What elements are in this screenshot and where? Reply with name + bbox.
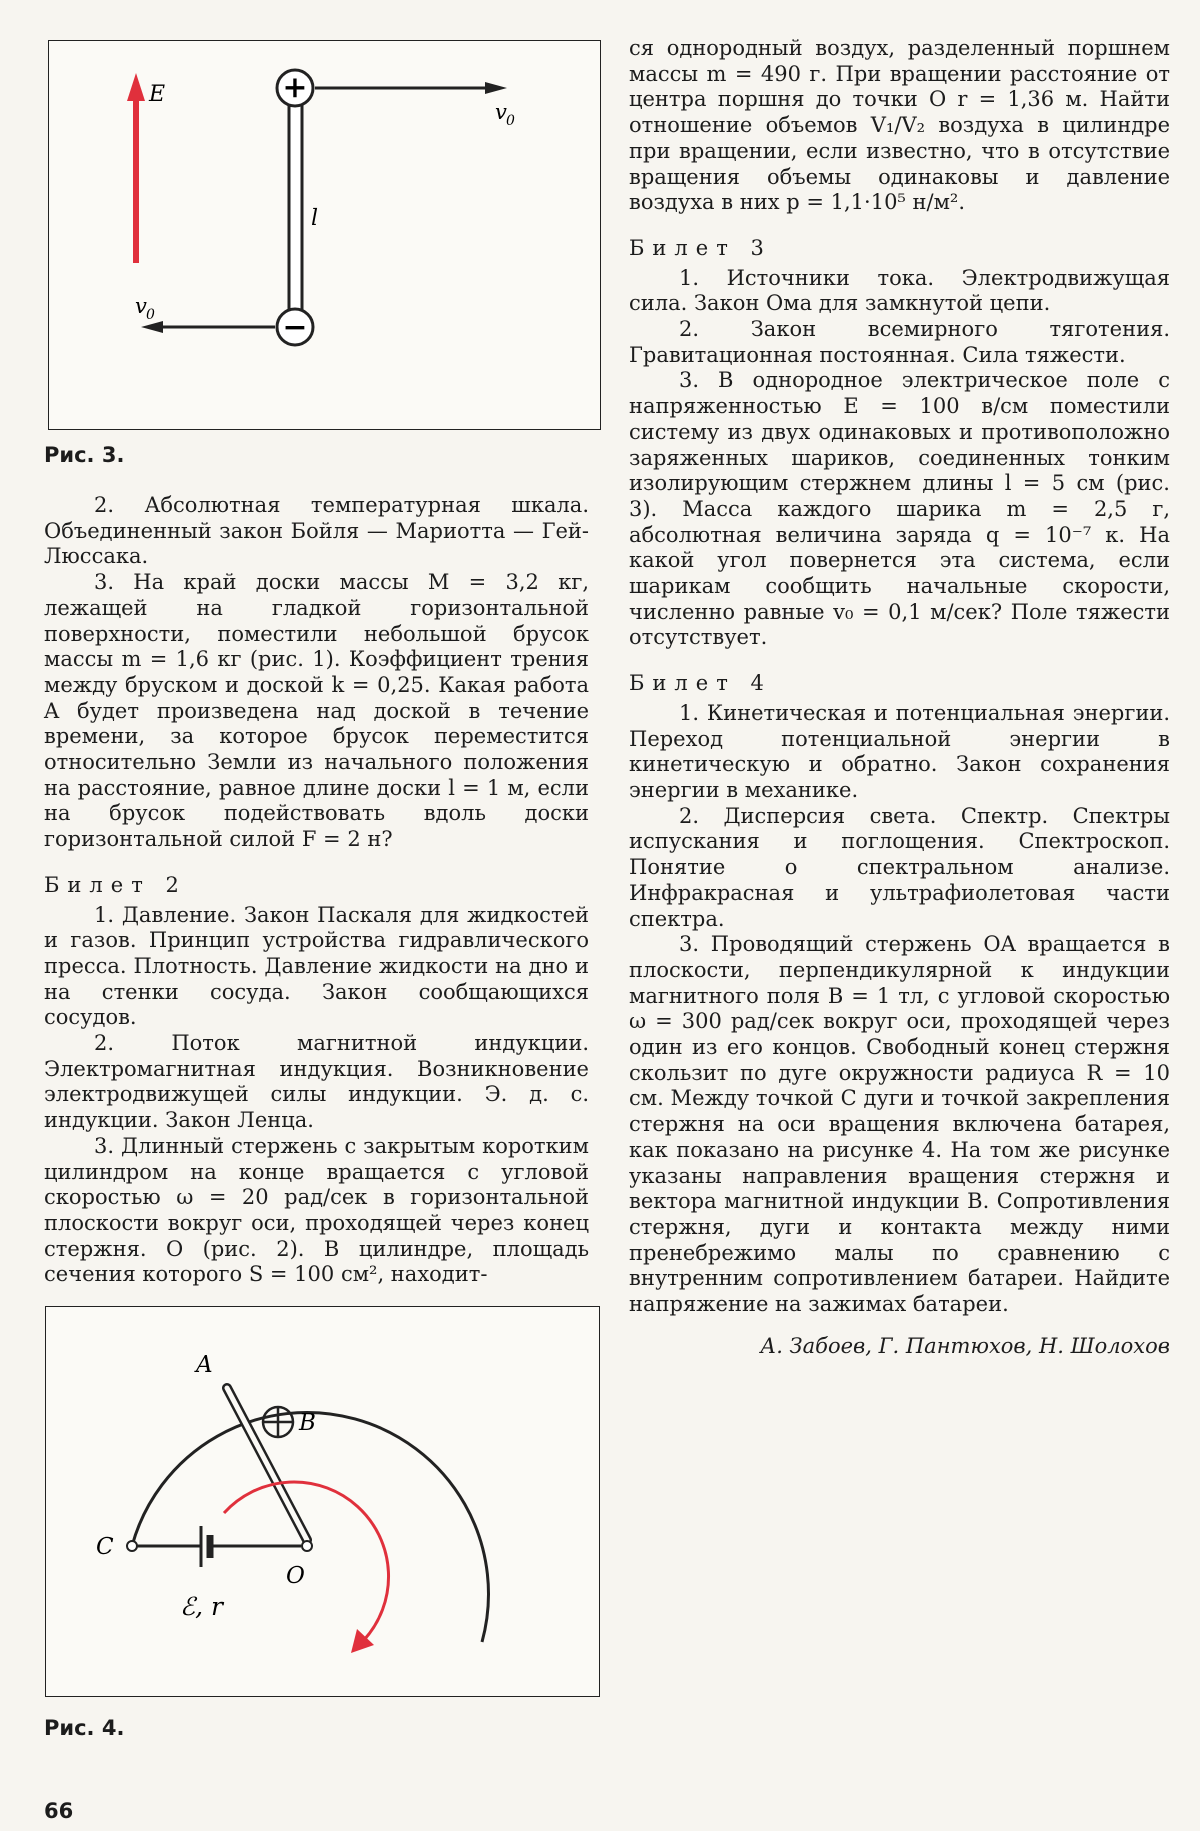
ticket-1-question-3: 3. На край доски массы M = 3,2 кг, лежащей на гладкой горизонтальной поверхности, поместили небольшой брусок массы m = 1,6 кг (рис. 1). Коэффициент трения между бруском и доской k = 0,25. Какая работа A будет произведена над доской в течение времени, за которое брусок переместится относительно Земли из начального положения на расстояние, равное длине доски l = 1 м, если на брусок подействовать вдоль доски горизонтальной силой F = 2 н? <box>44 570 589 852</box>
figure-4-caption: Рис. 4. <box>44 1716 125 1740</box>
insulating-rod <box>289 102 302 314</box>
left-column <box>44 493 589 1288</box>
ticket-3-question-3: 3. В однородное электрическое поле с напряженностью E = 100 в/см поместили систему из двух одинаковых и противоположно заряженных шариков, соединенных тонким изолирующим стержнем длины l = 5 см (рис. 3). Масса каждого шарика m = 2,5 г, абсолютная величина заряда q = 10⁻⁷ к. На какой угол повернется эта система, если шарикам сообщить начальные скорости, численно равные v₀ = 0,1 м/сек? Поле тяжести отсутствует. <box>629 368 1170 650</box>
e-field-arrowhead <box>127 73 145 101</box>
ticket-2-question-3: 3. Длинный стержень с закрытым коротким цилиндром на конце вращается с угловой скоростью ω = 20 рад/сек в горизонтальной плоскости вокруг оси, проходящей через конец стержня. O (рис. 2). В цилиндре, площадь сечения которого S = 100 см², находит- <box>44 1133 589 1287</box>
ticket-4-question-1: 1. Кинетическая и потенциальная энергии. Переход потенциальной энергии в кинетическую и обратно. Закон сохранения энергии в механике. <box>629 700 1170 802</box>
velocity-arrowhead-top <box>485 82 507 94</box>
ticket-2-question-1: 1. Давление. Закон Паскаля для жидкостей и газов. Принцип устройства гидравлического пресса. Плотность. Давление жидкости на дно и на стенки сосуда. Закон сообщающихся сосудов. <box>44 902 589 1030</box>
ticket-3-question-2: 2. Закон всемирного тяготения. Гравитационная постоянная. Сила тяжести. <box>629 317 1170 367</box>
ticket-4-title: Билет 4 <box>629 671 772 696</box>
figure-4-diagram <box>46 1307 599 1696</box>
page-number: 66 <box>44 1799 74 1823</box>
rotation-arrow <box>224 1482 389 1640</box>
authors-signature: А. Забоев, Г. Пантюхов, Н. Шолохов <box>760 1333 1170 1358</box>
figure-3-caption: Рис. 3. <box>44 443 125 467</box>
label-v0-top-sub: 0 <box>506 113 515 129</box>
label-emf: ℰ, r <box>180 1592 223 1621</box>
ticket-4-question-2: 2. Дисперсия света. Спектр. Спектры испускания и поглощения. Спектроскоп. Понятие о спектральном анализе. Инфракрасная и ультрафиолетовая части спектра. <box>629 803 1170 931</box>
ticket-4-question-3: 3. Проводящий стержень OA вращается в плоскости, перпендикулярной к индукции магнитного поля B = 1 тл, с угловой скоростью ω = 300 рад/сек вокруг оси, проходящей через один из его концов. Свободный конец стержня скользит по дуге окружности радиуса R = 10 см. Между точкой C дуги и точкой закрепления стержня на оси вращения включена батарея, как показано на рисунке 4. На том же рисунке указаны направления вращения стержня и вектора магнитной индукции B. Сопротивления стержня, дуги и контакта между ними пренебрежимо малы по сравнению с внутренним сопротивлением батареи. Найдите напряжение на зажимах батареи. <box>629 932 1170 1317</box>
label-v0-bottom: v <box>135 294 147 318</box>
figure-3 <box>48 40 601 430</box>
label-b: B <box>299 1410 316 1436</box>
label-c: C <box>96 1534 114 1560</box>
label-e: E <box>149 82 166 107</box>
node-c <box>127 1541 137 1551</box>
figure-4 <box>45 1306 600 1697</box>
ticket-3-question-1: 1. Источники тока. Электродвижущая сила. Закон Ома для замкнутой цепи. <box>629 265 1170 316</box>
minus-sign: − <box>282 310 308 345</box>
label-v0-top: v <box>495 100 507 124</box>
right-column <box>629 36 1170 1359</box>
label-v0-bottom-sub: 0 <box>146 307 155 323</box>
ticket-3-title: Билет 3 <box>629 235 772 260</box>
node-o <box>302 1541 312 1551</box>
figure-3-diagram <box>49 41 600 429</box>
plus-sign: + <box>282 70 308 105</box>
label-l: l <box>311 206 319 231</box>
ticket-1-question-2: 2. Абсолютная температурная шкала. Объединенный закон Бойля — Мариотта — Гей-Люссака. <box>44 493 589 569</box>
label-o: O <box>286 1563 305 1589</box>
ticket-2-title: Билет 2 <box>44 872 187 897</box>
ticket-2-question-3-continued: ся однородный воздух, разделенный поршнем массы m = 490 г. При вращении расстояние от центра поршня до точки O r = 1,36 м. Найти отношение объемов V₁/V₂ воздуха в цилиндре при вращении, если известно, что в отсутствие вращения объемы одинаковы и давление воздуха в них p = 1,1·10⁵ н/м². <box>629 36 1170 215</box>
ticket-2-question-2: 2. Поток магнитной индукции. Электромагнитная индукция. Возникновение электродвижущей силы индукции. Э. д. с. индукции. Закон Ленца. <box>44 1031 589 1133</box>
label-a: A <box>196 1352 213 1378</box>
